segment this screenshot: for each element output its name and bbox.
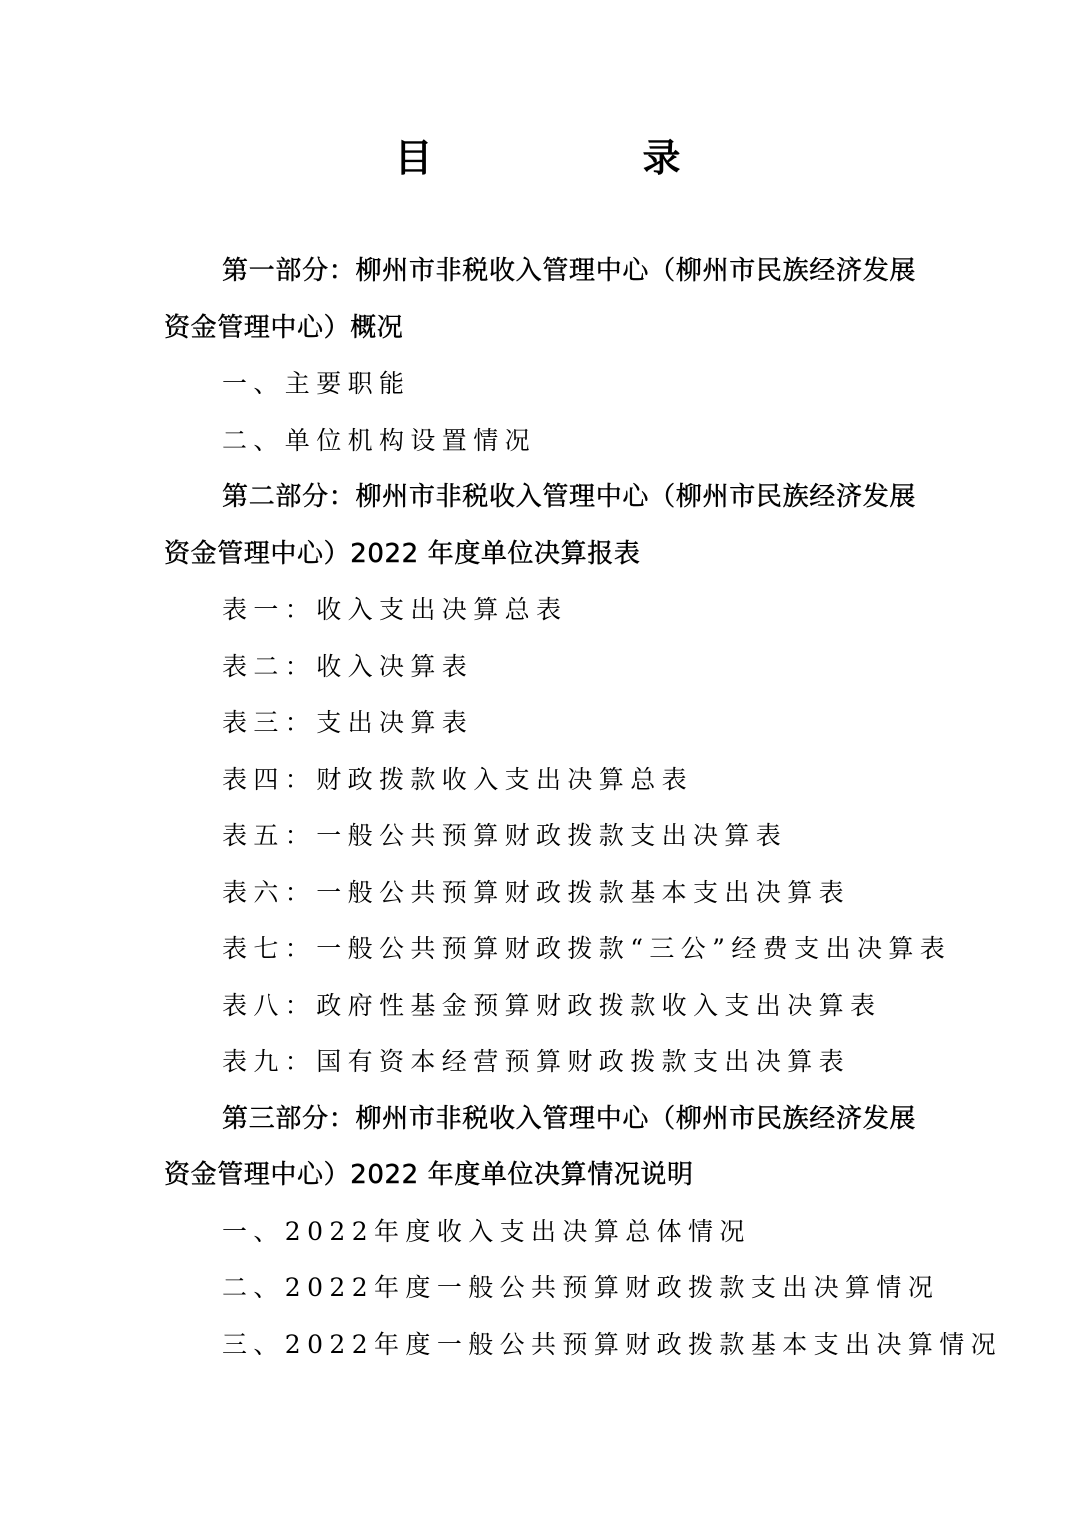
- toc-item: 一、主要职能: [222, 369, 411, 398]
- table-of-contents: [164, 243, 1003, 1373]
- toc-item: 表七：一般公共预算财政拨款“三公”经费支出决算表: [222, 934, 952, 963]
- part1-heading: 第一部分：柳州市非税收入管理中心（柳州市民族经济发展资金管理中心）概况: [164, 256, 916, 343]
- toc-item: 三、2022年度一般公共预算财政拨款基本支出决算情况: [222, 1329, 1003, 1359]
- toc-item: 表四：财政拨款收入支出决算总表: [222, 764, 694, 794]
- toc-item: 表一：收入支出决算总表: [222, 595, 568, 624]
- toc-item: 二、2022年度一般公共预算财政拨款支出决算情况: [222, 1273, 940, 1302]
- page-title: 目 录: [394, 136, 767, 180]
- toc-item: 表五：一般公共预算财政拨款支出决算表: [222, 821, 788, 850]
- toc-item: 表六：一般公共预算财政拨款基本支出决算表: [222, 877, 851, 907]
- toc-item: 二、单位机构设置情况: [222, 425, 537, 455]
- part3-heading: 第三部分：柳州市非税收入管理中心（柳州市民族经济发展资金管理中心）2022 年度单位决算情况说明: [164, 1103, 916, 1190]
- toc-item: 表九：国有资本经营预算财政拨款支出决算表: [222, 1047, 851, 1076]
- part2-heading: 第二部分：柳州市非税收入管理中心（柳州市民族经济发展资金管理中心）2022 年度单位决算报表: [164, 482, 916, 569]
- toc-item: 表八：政府性基金预算财政拨款收入支出决算表: [222, 990, 882, 1020]
- toc-item: 表三：支出决算表: [222, 708, 474, 737]
- toc-item: 一、2022年度收入支出决算总体情况: [222, 1216, 751, 1246]
- toc-item: 表二：收入决算表: [222, 651, 474, 681]
